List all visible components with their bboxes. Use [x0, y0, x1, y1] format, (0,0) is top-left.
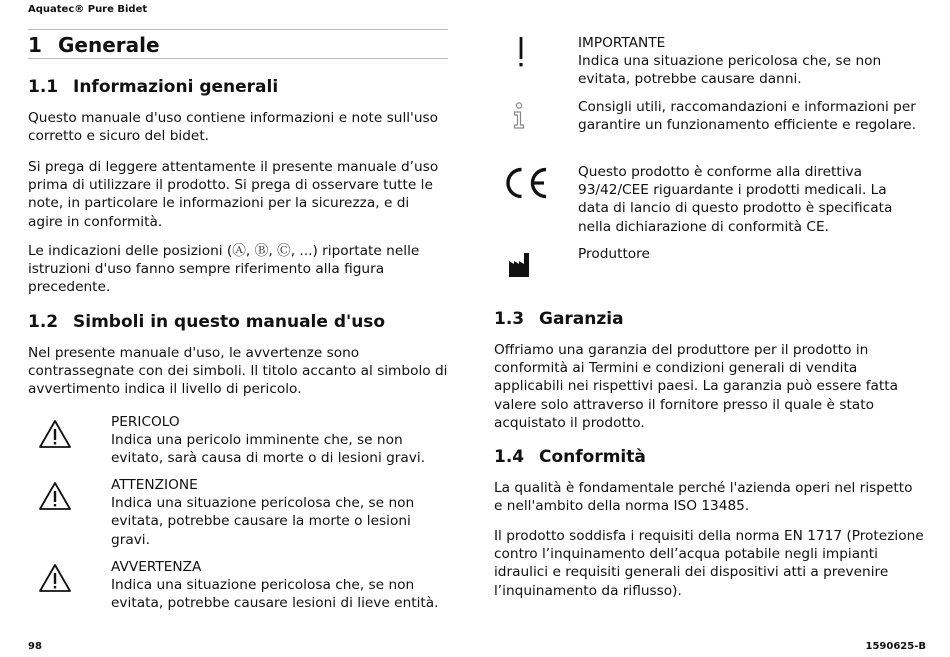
exclamation-icon	[514, 36, 528, 74]
section-title: Conformità	[539, 447, 646, 467]
chapter-title: Generale	[58, 33, 160, 57]
paragraph: Nel presente manuale d'uso, le avvertenze sono contrassegnate con dei simboli. Il titolo accanto al simbolo di avvertimento indica il livello di pericolo.	[28, 345, 448, 398]
symbol-block	[578, 98, 918, 134]
section-title: Informazioni generali	[73, 77, 279, 97]
document-code: 1590625-B	[865, 641, 926, 652]
warning-text: Indica una situazione pericolosa che, se non evitata, potrebbe causare lesioni di lieve entità.	[111, 577, 439, 612]
symbol-text: Questo prodotto è conforme alla direttiva 93/42/CEE riguardante i prodotti medicali. La data di lancio di questo prodotto è specificata nella dichiarazione di conformità CE.	[578, 164, 893, 235]
symbol-block	[578, 34, 918, 89]
paragraph: Questo manuale d'uso contiene informazioni e note sull'uso corretto e sicuro del bidet.	[28, 110, 439, 145]
warning-triangle-icon	[38, 563, 72, 597]
chapter-heading	[28, 29, 448, 59]
warning-text: Indica una pericolo imminente che, se non evitato, sarà causa di morte o di lesioni gravi.	[111, 432, 426, 467]
section-heading-1-4	[494, 447, 646, 467]
warning-text: Indica una situazione pericolosa che, se non evitata, potrebbe causare la morte o lesioni gravi.	[111, 495, 415, 548]
warning-title: AVVERTENZA	[111, 559, 202, 575]
section-heading-1-1	[28, 77, 278, 97]
info-icon	[510, 102, 528, 134]
section-number: 1.1	[28, 77, 59, 97]
section-heading-1-2	[28, 312, 385, 332]
manufacturer-icon	[508, 252, 530, 282]
page-number: 98	[28, 641, 42, 652]
chapter-number: 1	[28, 33, 42, 57]
symbol-block	[578, 245, 918, 263]
section-heading-1-3	[494, 309, 624, 329]
running-header: Aquatec® Pure Bidet	[28, 4, 148, 15]
section-number: 1.2	[28, 312, 59, 332]
paragraph: Le indicazioni delle posizioni (Ⓐ, Ⓑ, Ⓒ, ...) riportate nelle istruzioni d'uso fanno sempre riferimento alla figura precedente.	[28, 243, 420, 296]
paragraph: Si prega di leggere attentamente il presente manuale d’uso prima di utilizzare il prodotto. Si prega di osservare tutte le note, in particolare le informazioni per la sicurezza, e di agire in conformità.	[28, 159, 439, 230]
warning-block	[111, 413, 451, 468]
warning-block	[111, 476, 451, 549]
section-title: Garanzia	[539, 309, 624, 329]
warning-triangle-icon	[38, 481, 72, 515]
ce-mark-icon	[502, 166, 550, 204]
symbol-text: Consigli utili, raccomandazioni e informazioni per garantire un funzionamento efficiente e regolare.	[578, 99, 916, 134]
symbol-block	[578, 163, 918, 236]
section-number: 1.4	[494, 447, 525, 467]
symbol-title: IMPORTANTE	[578, 35, 666, 51]
paragraph: La qualità è fondamentale perché l'azienda operi nel rispetto e nell'ambito della norma ISO 13485.	[494, 480, 913, 515]
paragraph: Il prodotto soddisfa i requisiti della norma EN 1717 (Protezione contro l’inquinamento dell’acqua potabile negli impianti idraulici e requisiti generali dei dispositivi atti a prevenire l’inquinamento da riflusso).	[494, 528, 924, 599]
section-number: 1.3	[494, 309, 525, 329]
warning-block	[111, 558, 451, 613]
symbol-text: Indica una situazione pericolosa che, se non evitata, potrebbe causare danni.	[578, 53, 882, 88]
warning-title: PERICOLO	[111, 414, 180, 430]
section-title: Simboli in questo manuale d'uso	[73, 312, 386, 332]
paragraph: Offriamo una garanzia del produttore per il prodotto in conformità ai Termini e condizioni generali di vendita applicabili nei rispettivi paesi. La garanzia può essere fatta valere solo attraverso il fornitore presso il quale è stato acquistato il prodotto.	[494, 342, 899, 431]
warning-title: ATTENZIONE	[111, 477, 198, 493]
warning-triangle-icon	[38, 419, 72, 453]
symbol-text: Produttore	[578, 246, 650, 262]
